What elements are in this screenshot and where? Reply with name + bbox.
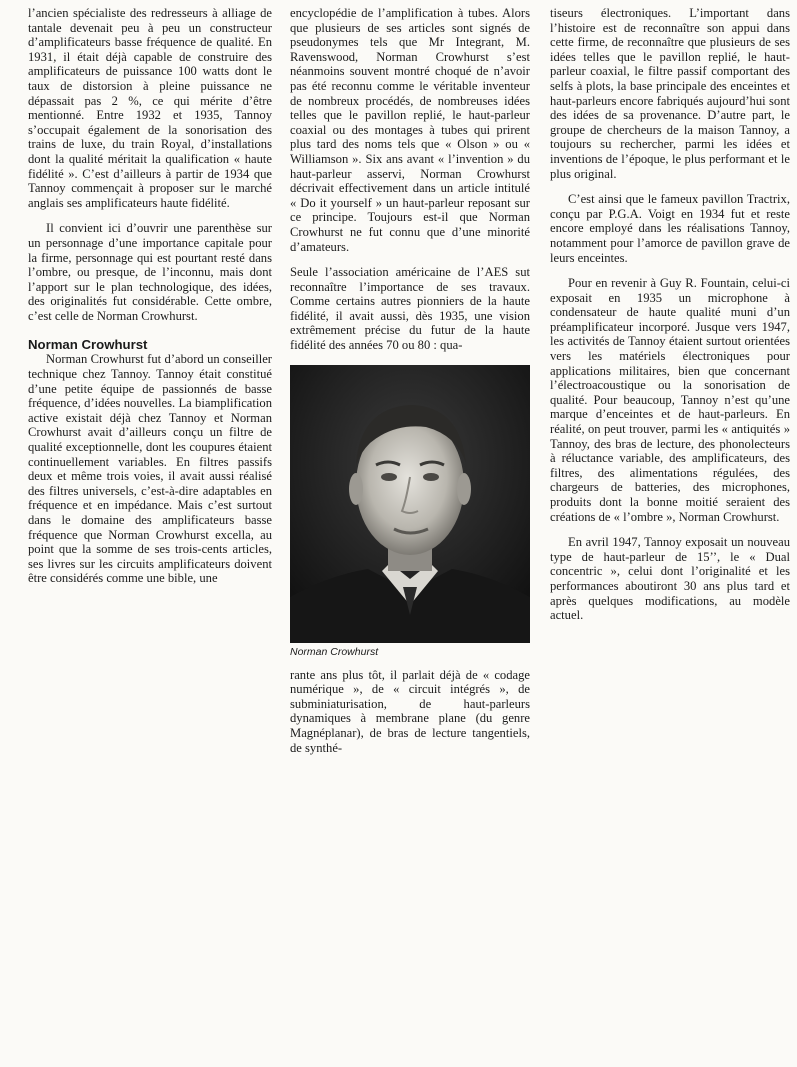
text-column-3 <box>550 6 790 634</box>
text-column-2 <box>290 6 530 766</box>
paragraph: Pour en revenir à Guy R. Fountain, celui-ci exposait en 1935 un microphone à condensateur de haute qualité muni d’un préamplificateur incorporé. Jusque vers 1947, les activités de Tannoy étaient surtout orientées vers les matériels électroniques pour applications militaires, bien que concernant l’électroacoustique ou la sonorisation de qualité. Pour beaucoup, Tannoy n’est qu’une marque d’enceintes et de haut-parleurs. En réalité, on peut trouver, parmi les « antiquités » Tannoy, des bras de lecture, des phonolecteurs à réluctance variable, des amplificateurs, des filtres, des alimentations régulées, des chargeurs de batteries, des microphones, produits dont la bonne moitié seraient des créations de « l’ombre », Norman Crowhurst. <box>550 276 790 524</box>
paragraph: rante ans plus tôt, il parlait déjà de « codage numérique », de « circuit intégrés », de subminiaturisation, de haut-parleurs dynamiques à membrane plane (du genre Magnéplanar), de bras de lecture tangentiels, de synthé- <box>290 667 530 755</box>
paragraph: En avril 1947, Tannoy exposait un nouveau type de haut-parleur de 15’’, le « Dual concentric », celui dont l’originalité et les performances aboutiront 30 ans plus tard et après quelques modifications, au modèle actuel. <box>550 535 790 623</box>
portrait-figure <box>290 365 530 659</box>
text-column-1 <box>28 6 272 597</box>
section-heading: Norman Crowhurst <box>28 337 148 353</box>
portrait-photo <box>290 365 530 643</box>
paragraph: Seule l’association américaine de l’AES sut reconnaître l’importance de ses travaux. Comme certains autres pionniers de la haute fidélité, il avait aussi, dès 1935, une vision extrêmement précise du futur de la haute fidélité des années 70 ou 80 : qua- <box>290 265 530 353</box>
paragraph: l’ancien spécialiste des redresseurs à alliage de tantale devenait peu à peu un constructeur d’amplificateurs basse fréquence de qualité. En 1931, il était déjà capable de construire des amplificateurs de puissance 100 watts dont le taux de distorsion à pleine puissance ne dépassait pas 2 %, ce qui mérite d’être mentionné. Entre 1932 et 1935, Tannoy s’occupait également de la sonorisation des trains de luxe, du train Royal, d’installations dont la qualité méritait la qualification « haute fidélité ». C’est d’ailleurs à partir de 1934 que Tannoy commençait à proposer sur le marché anglais ses amplificateurs haute fidélité. <box>28 6 272 210</box>
portrait-illustration <box>290 365 530 643</box>
paragraph: tiseurs électroniques. L’important dans l’histoire est de reconnaître son appui dans cette firme, de reconnaître que plusieurs de ses idées telles que le pavillon replié, le haut-parleur coaxial, le filtre passif comportant des selfs à plots, la base principale des enceintes et haut-parleurs encore fabriqués aujourd’hui sont des idées de sa provenance. D’autre part, le groupe de chercheurs de la maison Tannoy, a toujours su rechercher, parmi les idées et inventions de l’époque, le plus performant et le plus original. <box>550 6 790 181</box>
paragraph: Norman Crowhurst fut d’abord un conseiller technique chez Tannoy. Tannoy était constitué d’une petite équipe de passionnés de basse fréquence, d’idées nouvelles. La biamplification active existait déjà chez Tannoy et Norman Crowhurst avait d’ailleurs conçu un filtre de qualité exceptionnelle, dont les coupures étaient continuellement variables. En filtres passifs deux et même trois voies, il avait aussi réalisé des filtres universels, c’est-à-dire adaptables en fréquence et en impédance. Mais c’est surtout dans le domaine des amplificateurs basse fréquence que Norman Crowhurst excella, au point que la somme de ses trois-cents articles, ses livres sur les circuits amplificateurs doivent être considérés comme une bible, une <box>28 352 272 586</box>
paragraph: encyclopédie de l’amplification à tubes. Alors que plusieurs de ses articles sont signés de pseudonymes tels que Mr Integrant, M. Ravenswood, Norman Crowhurst s’est néanmoins souvent montré choqué de n’avoir pas été reconnu comme le véritable inventeur de nombreux procédés, de nombreuses idées telles que le pavillon replié, le haut-parleur coaxial ou des montages à tubes qui prirent plus tard des noms tels que « Olson » ou « Williamson ». Six ans avant « l’invention » du haut-parleur asservi, Norman Crowhurst décrivait effectivement dans un article intitulé « Do it yourself » un haut-parleur reposant sur ce principe. Toujours est-il que Norman Crowhurst ne fut connu que d’une minorité d’amateurs. <box>290 6 530 254</box>
paragraph: Il convient ici d’ouvrir une parenthèse sur un personnage d’une importance capitale pour la firme, personnage qui est pourtant resté dans l’ombre, ou presque, de l’inconnu, mais dont l’apport sur le plan technologique, des idées, des originalités fut considérable. Cette ombre, c’est celle de Norman Crowhurst. <box>28 221 272 323</box>
paragraph: C’est ainsi que le fameux pavillon Tractrix, conçu par P.G.A. Voigt en 1934 fut et reste encore employé dans les réalisations Tannoy, notamment pour l’amorce de pavillon grave de leurs enceintes. <box>550 192 790 265</box>
photo-caption: Norman Crowhurst <box>290 645 379 658</box>
